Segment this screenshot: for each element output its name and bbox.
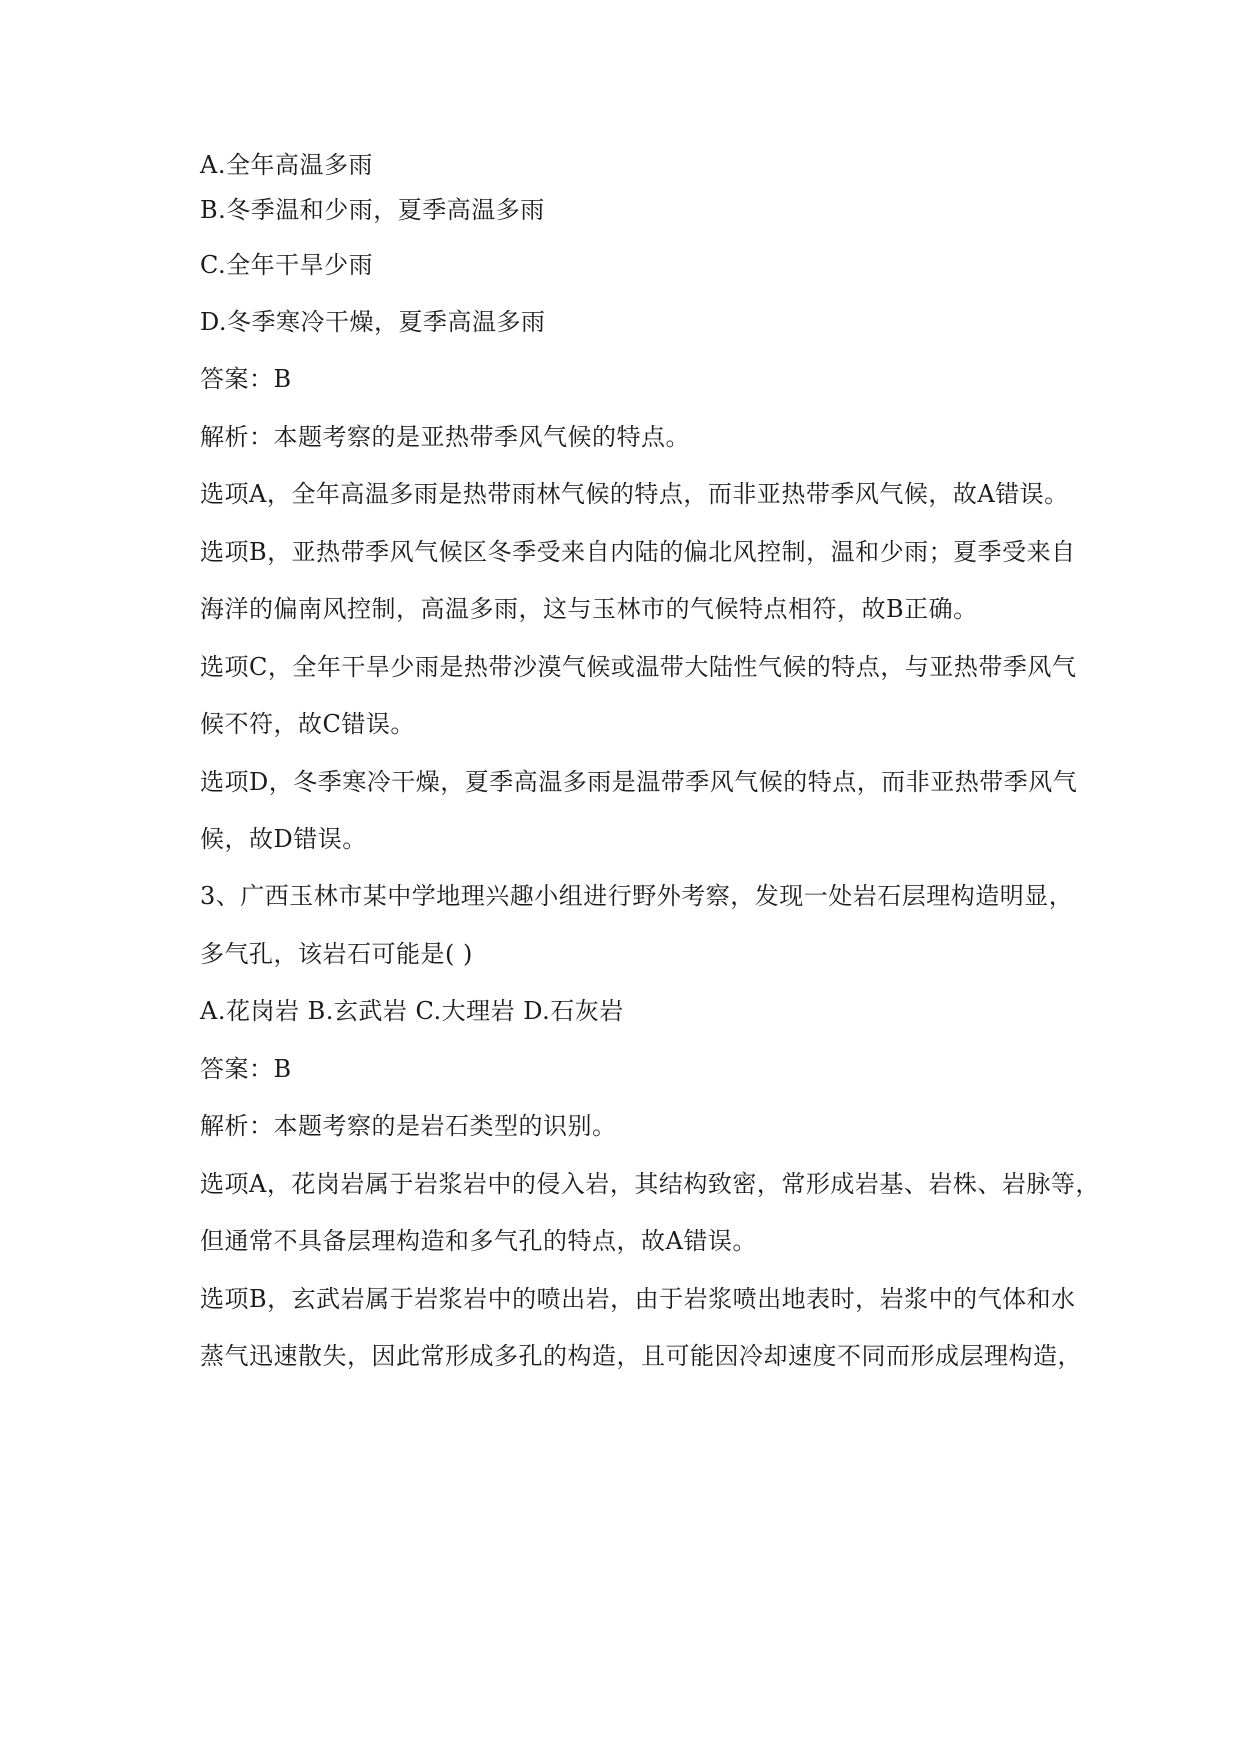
- analysis-option-c-2: 候不符，故C错误。: [200, 710, 415, 738]
- analysis2-option-b-2: 蒸气迅速散失，因此常形成多孔的构造，且可能因冷却速度不同而形成层理构造，: [200, 1342, 1082, 1370]
- analysis-line-2: 解析：本题考察的是岩石类型的识别。: [200, 1112, 617, 1140]
- analysis-line: 解析：本题考察的是亚热带季风气候的特点。: [200, 423, 690, 451]
- analysis-option-d-2: 候，故D错误。: [200, 825, 367, 853]
- option-d-line: D.冬季寒冷干燥，夏季高温多雨: [200, 308, 546, 336]
- question-3-line-2: 多气孔，该岩石可能是( ): [200, 940, 473, 968]
- analysis-option-b-1: 选项B，亚热带季风气候区冬季受来自内陆的偏北风控制，温和少雨；夏季受来自: [200, 538, 1076, 566]
- option-a-line: A.全年高温多雨: [200, 151, 373, 179]
- question-3-options: A.花岗岩 B.玄武岩 C.大理岩 D.石灰岩: [200, 997, 624, 1025]
- analysis-option-a: 选项A，全年高温多雨是热带雨林气候的特点，而非亚热带季风气候，故A错误。: [200, 480, 1069, 508]
- analysis-option-b-2: 海洋的偏南风控制，高温多雨，这与玉林市的气候特点相符，故B正确。: [200, 595, 978, 623]
- analysis-option-c-1: 选项C，全年干旱少雨是热带沙漠气候或温带大陆性气候的特点，与亚热带季风气: [200, 653, 1077, 681]
- analysis2-option-b-1: 选项B，玄武岩属于岩浆岩中的喷出岩，由于岩浆喷出地表时，岩浆中的气体和水: [200, 1285, 1076, 1313]
- answer-line: 答案：B: [200, 365, 292, 393]
- question-3-line-1: 3、广西玉林市某中学地理兴趣小组进行野外考察，发现一处岩石层理构造明显，: [200, 882, 1074, 910]
- analysis-option-d-1: 选项D，冬季寒冷干燥，夏季高温多雨是温带季风气候的特点，而非亚热带季风气: [200, 768, 1078, 796]
- analysis2-option-a-1: 选项A，花岗岩属于岩浆岩中的侵入岩，其结构致密，常形成岩基、岩株、岩脉等，: [200, 1170, 1100, 1198]
- analysis2-option-a-2: 但通常不具备层理构造和多气孔的特点，故A错误。: [200, 1227, 757, 1255]
- option-b-line: B.冬季温和少雨，夏季高温多雨: [200, 196, 545, 224]
- option-c-line: C.全年干旱少雨: [200, 251, 374, 279]
- answer-line-2: 答案：B: [200, 1055, 292, 1083]
